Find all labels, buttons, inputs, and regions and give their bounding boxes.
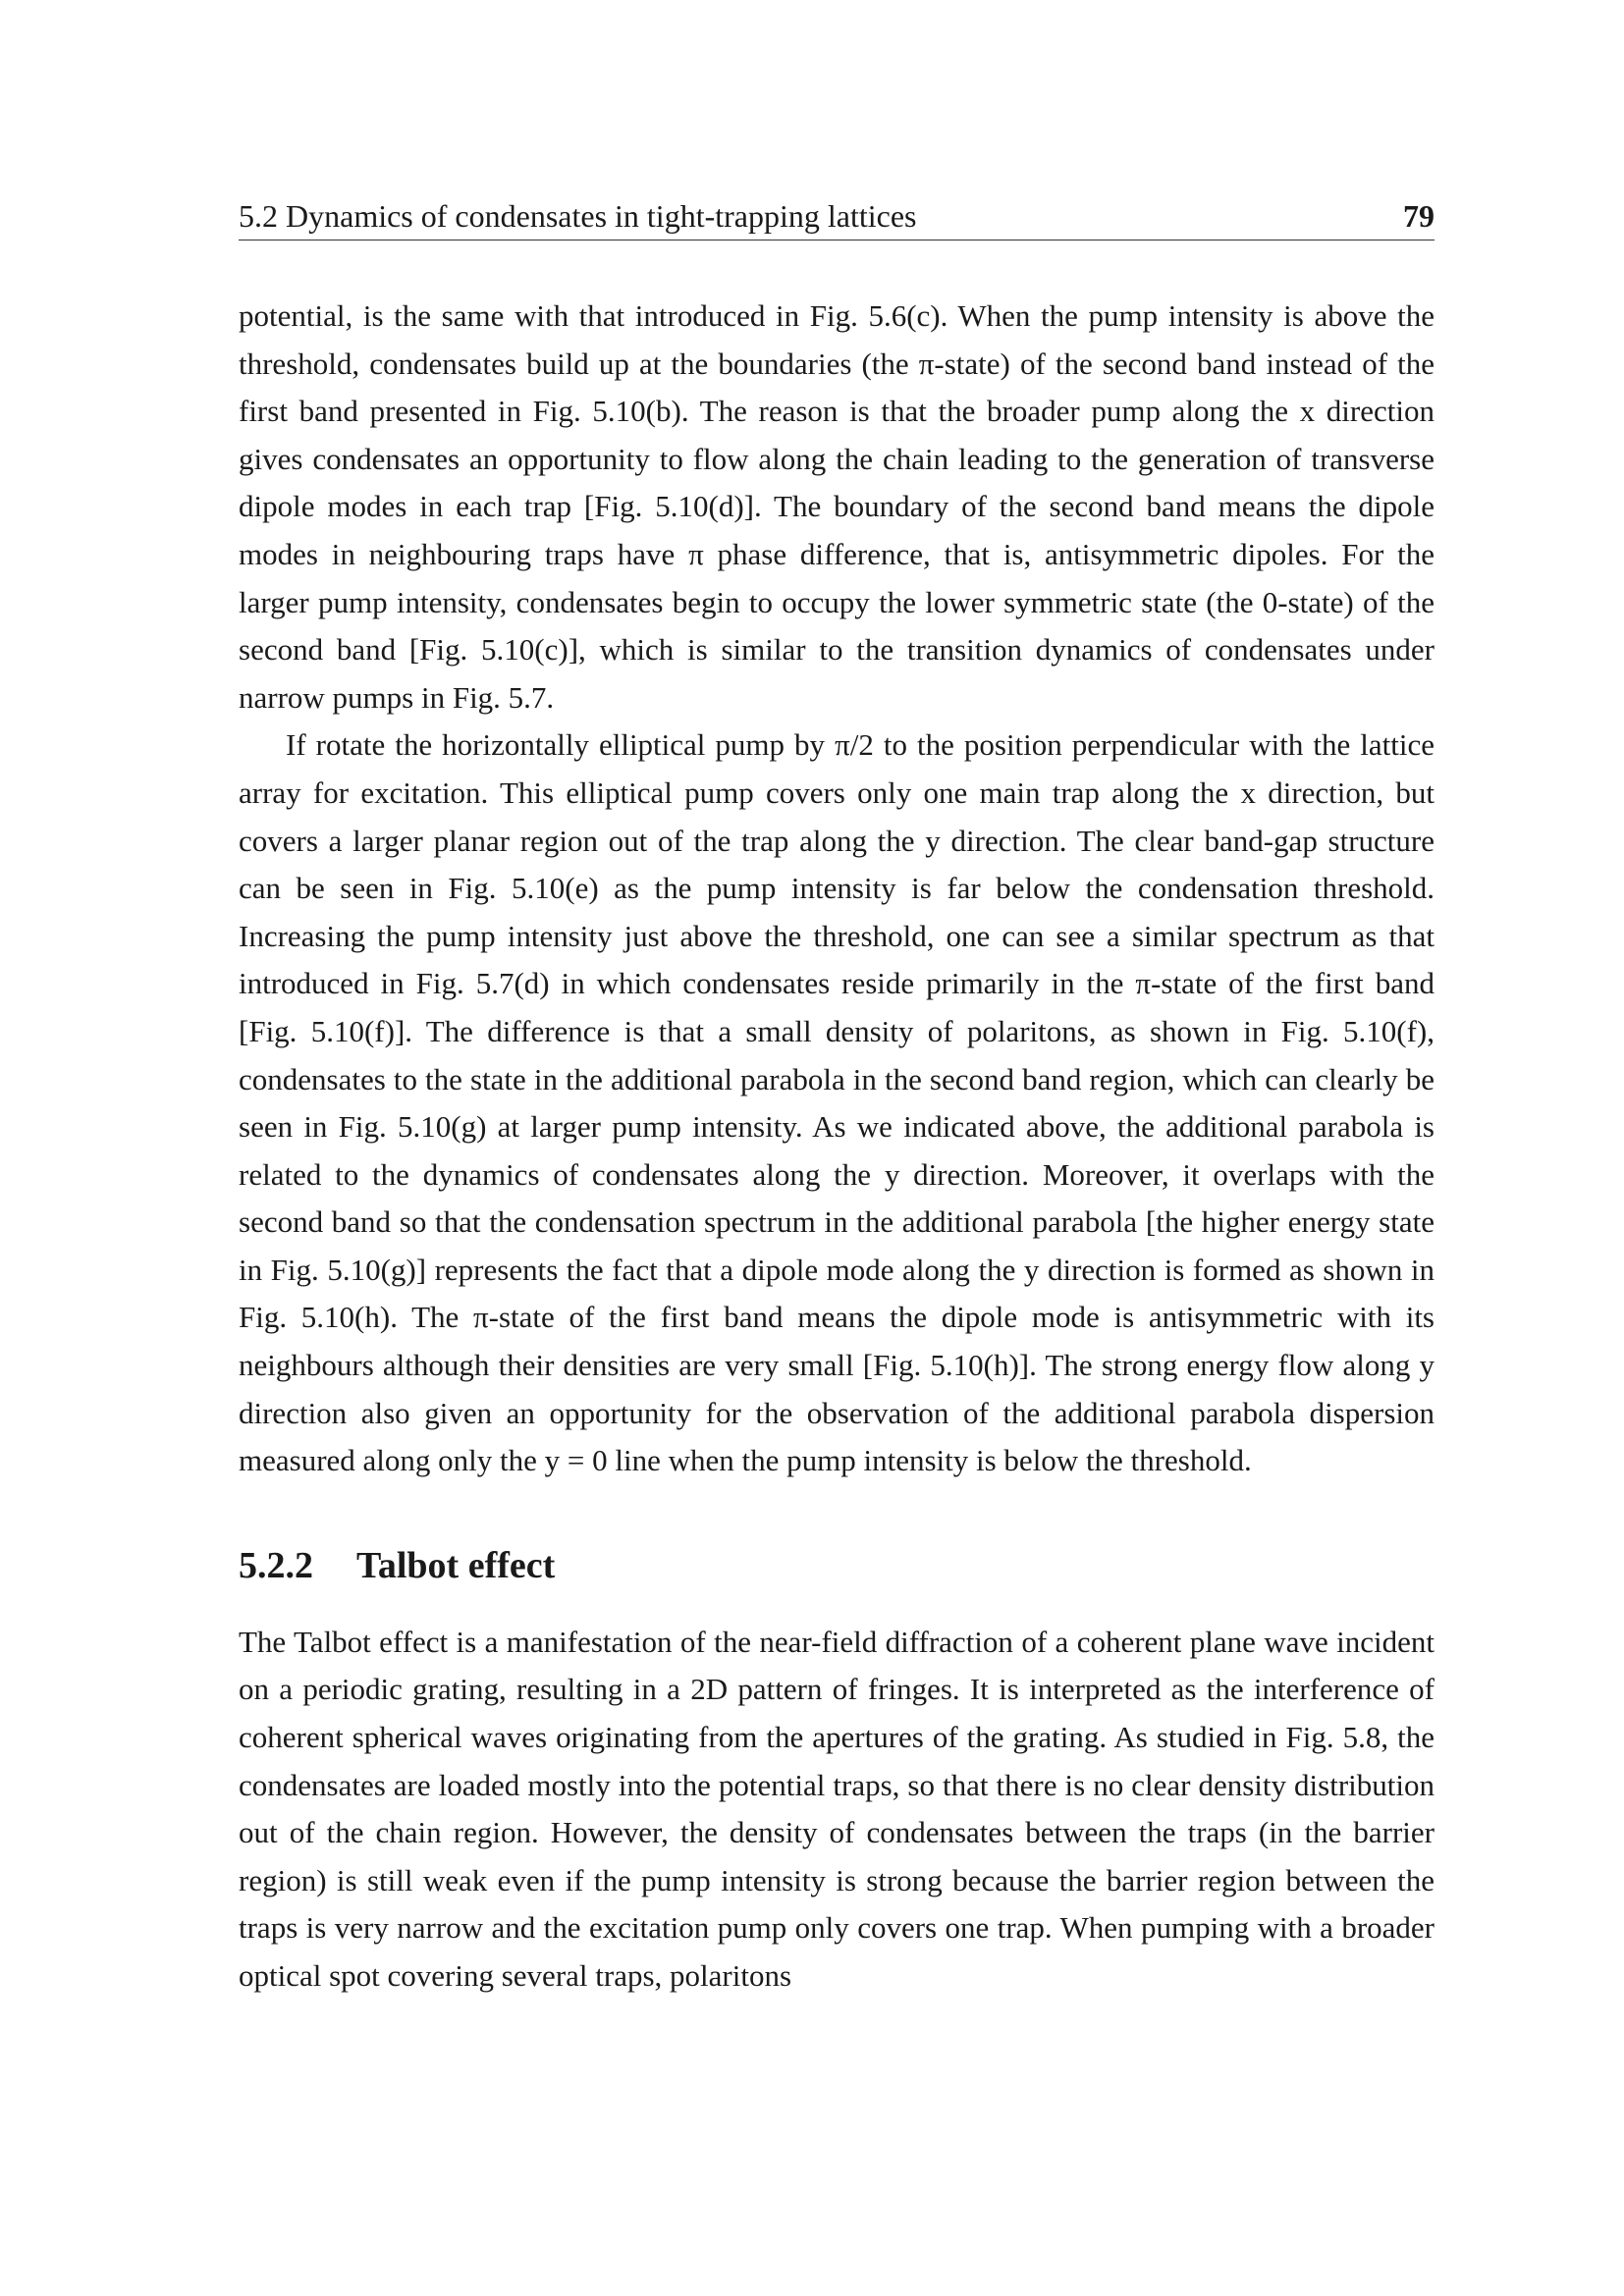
page-number: 79	[1403, 198, 1435, 234]
body-text	[239, 293, 1435, 2001]
paragraph: If rotate the horizontally elliptical pump by π/2 to the position perpendicular with the lattice array for excitation. This elliptical pump covers only one main trap along the x direction, but covers a larger planar region out of the trap along the y direction. The clear band-gap structure can be seen in Fig. 5.10(e) as the pump intensity is far below the condensation threshold. Increasing the pump intensity just above the threshold, one can see a similar spectrum as that introduced in Fig. 5.7(d) in which condensates reside primarily in the π-state of the first band [Fig. 5.10(f)]. The difference is that a small density of polaritons, as shown in Fig. 5.10(f), condensates to the state in the additional parabola in the second band region, which can clearly be seen in Fig. 5.10(g) at larger pump intensity. As we indicated above, the additional parabola is related to the dynamics of condensates along the y direction. Moreover, it overlaps with the second band so that the condensation spectrum in the additional parabola [the higher energy state in Fig. 5.10(g)] represents the fact that a dipole mode along the y direction is formed as shown in Fig. 5.10(h). The π-state of the first band means the dipole mode is antisymmetric with its neighbours although their densities are very small [Fig. 5.10(h)]. The strong energy flow along y direction also given an opportunity for the observation of the additional parabola dispersion measured along only the y = 0 line when the pump intensity is below the threshold.	[239, 727, 1435, 1478]
section-number: 5.2.2	[239, 1544, 313, 1586]
section-title: Talbot effect	[356, 1544, 556, 1586]
running-title: 5.2 Dynamics of condensates in tight-trapping lattices	[239, 198, 917, 234]
running-header	[239, 192, 1435, 240]
paragraph: potential, is the same with that introduced in Fig. 5.6(c). When the pump intensity is above the threshold, condensates build up at the boundaries (the π-state) of the second band instead of the first band presented in Fig. 5.10(b). The reason is that the broader pump along the x direction gives condensates an opportunity to flow along the chain leading to the generation of transverse dipole modes in each trap [Fig. 5.10(d)]. The boundary of the second band means the dipole modes in neighbouring traps have π phase difference, that is, antisymmetric dipoles. For the larger pump intensity, condensates begin to occupy the lower symmetric state (the 0-state) of the second band [Fig. 5.10(c)], which is similar to the transition dynamics of condensates under narrow pumps in Fig. 5.7.	[239, 298, 1435, 715]
paragraph: The Talbot effect is a manifestation of the near-field diffraction of a coherent plane wave incident on a periodic grating, resulting in a 2D pattern of fringes. It is interpreted as the interference of coherent spherical waves originating from the apertures of the grating. As studied in Fig. 5.8, the condensates are loaded mostly into the potential traps, so that there is no clear density distribution out of the chain region. However, the density of condensates between the traps (in the barrier region) is still weak even if the pump intensity is strong because the barrier region between the traps is very narrow and the excitation pump only covers one trap. When pumping with a broader optical spot covering several traps, polaritons	[239, 1624, 1435, 1993]
section-heading	[239, 1540, 1435, 1591]
